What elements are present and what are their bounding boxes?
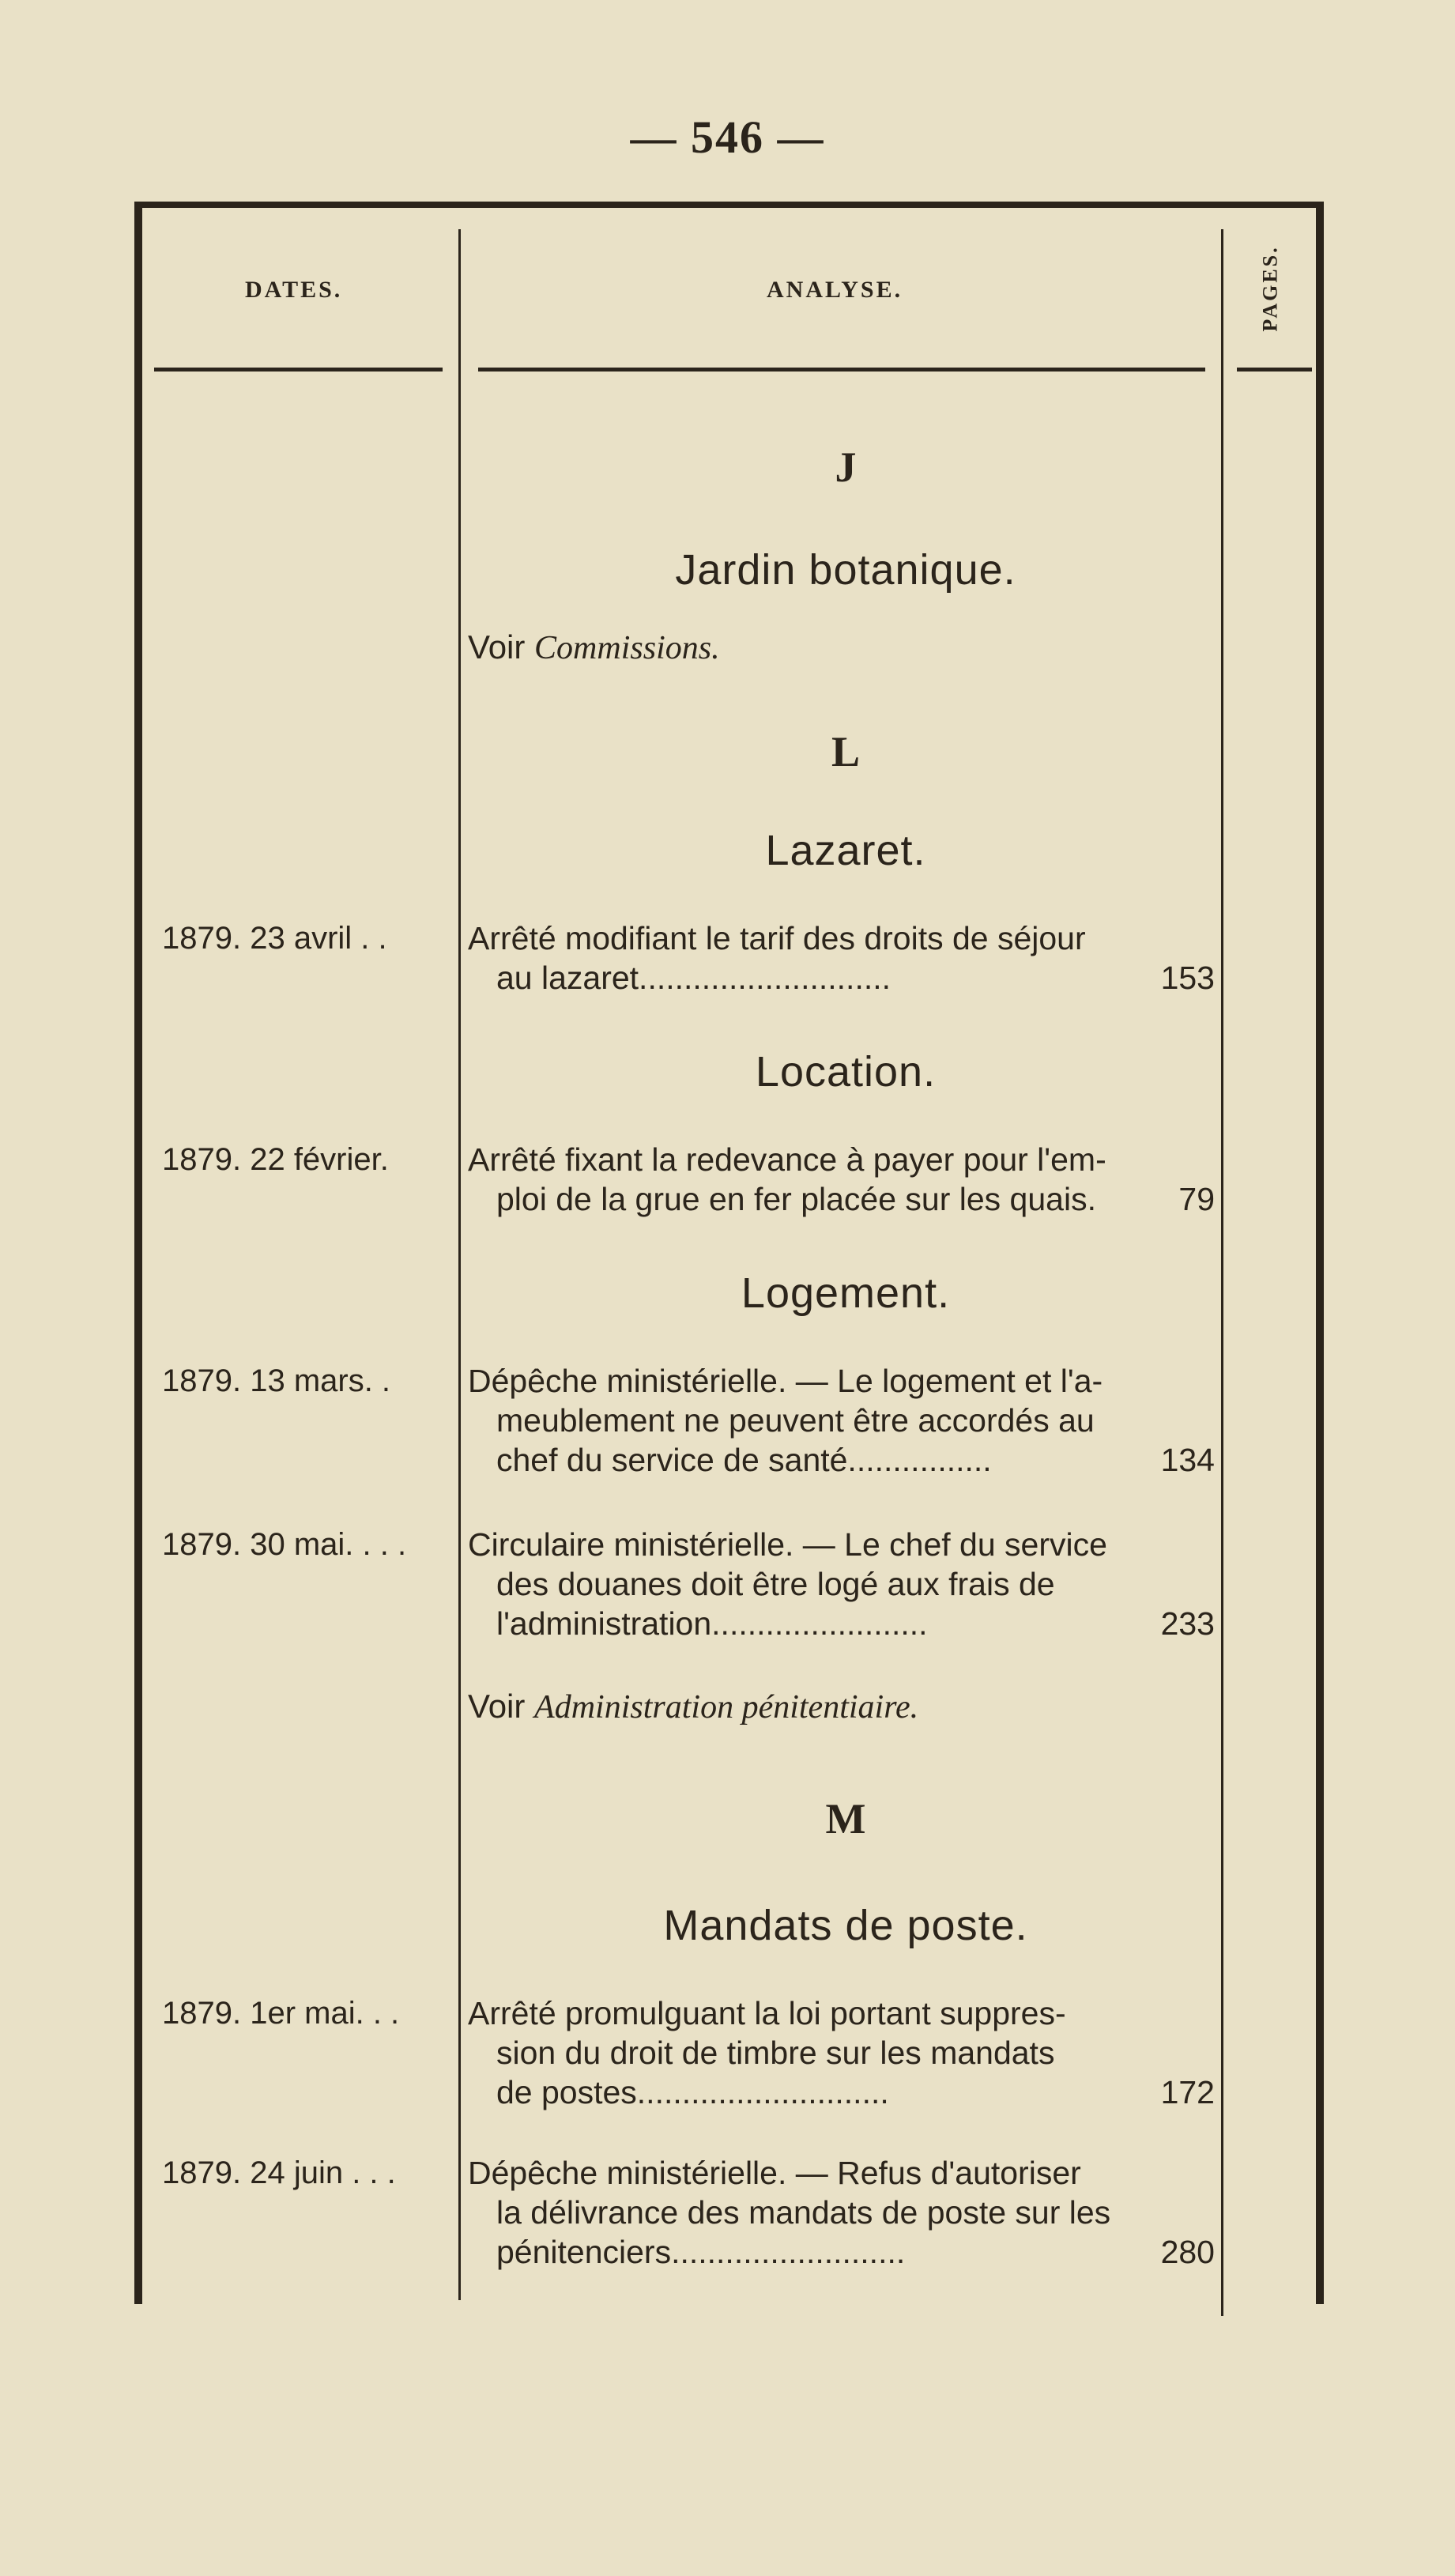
column-rule-dates-analyse <box>458 229 461 2300</box>
see-also-prefix: Voir <box>468 628 526 666</box>
entry-line: Arrêté fixant la redevance à payer pour l'em- <box>468 1141 1106 1178</box>
see-also-prefix: Voir <box>468 1688 526 1725</box>
entry-date: 1879. 30 mai. . . . <box>162 1527 407 1562</box>
entry-page-ref: 172 <box>1160 2074 1215 2110</box>
entry-date: 1879. 23 avril . . <box>162 921 387 956</box>
entry-line: l'administration........................ <box>496 1605 928 1642</box>
entry-line: sion du droit de timbre sur les mandats <box>496 2035 1055 2071</box>
entry-analysis <box>468 1140 1215 1219</box>
entry-analysis <box>468 1525 1215 1643</box>
heading-jardin-botanique: Jardin botanique. <box>675 546 1016 594</box>
entry-analysis <box>468 918 1215 998</box>
heading-lazaret: Lazaret. <box>765 827 926 874</box>
section-letter-j: J <box>835 443 857 491</box>
see-also-commissions <box>468 628 720 667</box>
entry-line: Dépêche ministérielle. — Le logement et l'a- <box>468 1363 1103 1399</box>
entry-date: 1879. 13 mars. . <box>162 1363 391 1398</box>
see-also-reference: Commissions. <box>534 630 720 666</box>
see-also-reference: Administration pénitentiaire. <box>534 1689 919 1726</box>
entry-page-ref: 134 <box>1160 1442 1215 1478</box>
entry-line: la délivrance des mandats de poste sur les <box>496 2194 1111 2231</box>
table-frame <box>134 202 1324 2304</box>
header-dates: DATES. <box>245 277 343 303</box>
entry-line: Dépêche ministérielle. — Refus d'autoriser <box>468 2155 1081 2191</box>
heading-logement: Logement. <box>741 1269 951 1317</box>
entry-analysis <box>468 1361 1215 1480</box>
entry-page-ref: 233 <box>1160 1605 1215 1642</box>
entry-line: au lazaret............................ <box>496 960 891 996</box>
section-letter-l: L <box>831 728 861 775</box>
header-pages-label: PAGES. <box>1259 245 1283 332</box>
page-number: — 546 — <box>630 111 825 163</box>
entry-line: chef du service de santé................ <box>496 1442 992 1478</box>
entry-line: pénitenciers.......................... <box>496 2234 906 2270</box>
entry-page-ref: 79 <box>1178 1181 1215 1217</box>
entry-line: Arrêté modifiant le tarif des droits de séjour <box>468 920 1086 956</box>
entry-page-ref: 153 <box>1160 960 1215 996</box>
entry-date: 1879. 22 février. <box>162 1142 389 1177</box>
entry-line: ploi de la grue en fer placée sur les quais. <box>496 1181 1096 1217</box>
entry-line: meublement ne peuvent être accordés au <box>496 1402 1095 1439</box>
entry-line: Arrêté promulguant la loi portant suppres- <box>468 1995 1066 2031</box>
header-underline-pages <box>1237 368 1312 372</box>
entry-line: de postes............................ <box>496 2074 889 2110</box>
entry-date: 1879. 1er mai. . . <box>162 1996 400 2031</box>
entry-line: des douanes doit être logé aux frais de <box>496 1566 1055 1602</box>
entry-analysis <box>468 1993 1215 2112</box>
entry-analysis <box>468 2153 1215 2272</box>
header-analyse: ANALYSE. <box>767 277 903 303</box>
section-letter-m: M <box>825 1795 866 1842</box>
entry-line: Circulaire ministérielle. — Le chef du service <box>468 1526 1107 1563</box>
column-rule-analyse-pages <box>1221 229 1223 2316</box>
entry-page-ref: 280 <box>1160 2234 1215 2270</box>
see-also-administration <box>468 1688 918 1726</box>
entry-date: 1879. 24 juin . . . <box>162 2155 396 2190</box>
heading-location: Location. <box>755 1048 937 1096</box>
heading-mandats-de-poste: Mandats de poste. <box>663 1902 1028 1949</box>
header-underline-analyse <box>478 368 1205 372</box>
header-underline-dates <box>154 368 443 372</box>
header-pages <box>1251 229 1291 348</box>
